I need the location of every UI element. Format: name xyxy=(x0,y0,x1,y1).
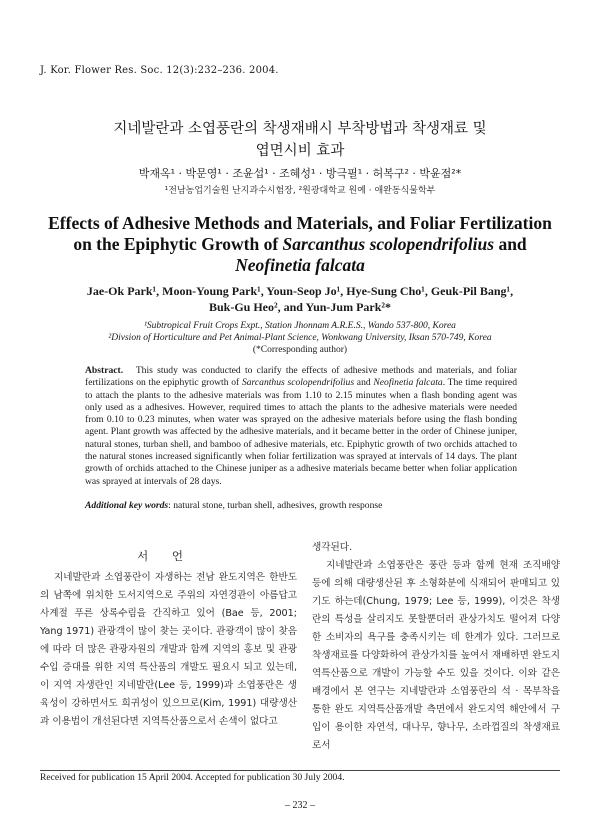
korean-title-line1: 지네발란과 소엽풍란의 착생재배시 부착방법과 착생재료 및 xyxy=(113,121,487,137)
korean-title xyxy=(60,118,540,162)
publication-footnote: Received for publication 15 April 2004. Accepted for publication 30 July 2004. xyxy=(40,772,345,783)
english-title-species2: Neofinetia falcata xyxy=(235,255,365,275)
english-title-line3 xyxy=(40,255,560,276)
english-title xyxy=(40,213,560,276)
english-authors xyxy=(60,283,540,315)
english-authors-line2: Buk-Gu Heo², and Yun-Jum Park²* xyxy=(208,300,392,314)
abstract-species-1: Sarcanthus scolopendrifolius xyxy=(241,377,355,389)
abstract-text-3: . The time required to attach the plants to the adhesive materials was from 1.10 to 2.15 minutes when a flash bonding agent was only used as a adhesives. However, required times to attach the plants to the adhesive materials were needed from 0.10 to 0.23 minutes, when water was sprayed on the adhesive materials before using the flash bonding agent. Plant growth was affected by the adhesive materials, and it became better in the order of Chinese juniper, natural stones, turban shell, and bamboo of adhesive materials, etc. Epiphytic growth of two orchids attached to the natural stones increased significantly when foliar fertilization was sprayed at intervals of 14 days. The plant growth of orchids attached to the Chinese juniper as a adhesive materials became better when foliar application was sprayed at intervals of 28 days. xyxy=(85,377,517,487)
english-title-line1: Effects of Adhesive Methods and Materials, and Foliar Fertilization xyxy=(48,213,552,233)
page-number: – 232 – xyxy=(285,800,315,811)
korean-title-line2: 엽면시비 효과 xyxy=(255,143,345,159)
abstract-text-1: This study was conducted to clarify the effects of adhesive methods and materials, and foliar fertilizations on the epiphytic growth of xyxy=(85,365,517,389)
intro-paragraph-continuation: 생각된다. xyxy=(312,542,353,553)
section-heading-introduction: 서 언 xyxy=(137,549,193,563)
intro-paragraph-1: 지네발란과 소엽풍란이 자생하는 전남 완도지역은 한반도의 남쪽에 위치한 도서지역으로 주위의 자연경관이 아름답고 사계절 푸른 상록수림을 간직하고 있어 (Bae 등, 2001; Yang 1971) 관광객이 많이 찾는 곳이다. 관광객이 많이 찾음에 따라 더 많은 관광자원의 개발과 함께 지역의 홍보 및 관광 수입 증대를 위한 지역 특산품의 개발도 필요시 되고 있는데, 이 지역 자생란인 지네발란(Lee 등, 1999)과 소엽풍란은 생육성이 강하면서도 희귀성이 있으므로(Kim, 1991) 대량생산과 이용법이 개선된다면 지역특산품으로서 손색이 없다고 xyxy=(40,572,297,727)
keywords-label: Additional key words xyxy=(85,500,169,511)
body-right-column xyxy=(312,539,560,755)
korean-authors: 박재옥¹ · 박문영¹ · 조윤섭¹ · 조혜성¹ · 방극필¹ · 허복구² · 박윤점²* xyxy=(138,167,462,180)
corresponding-author-note: (*Corresponding author) xyxy=(252,345,348,355)
english-title-species1: Sarcanthus scolopendrifolius xyxy=(282,234,495,254)
additional-keywords xyxy=(85,500,517,511)
korean-affiliation: ¹전남농업기술원 난지과수시험장, ²원광대학교 원예 · 애완동식물학부 xyxy=(164,186,436,196)
english-title-line2 xyxy=(40,234,560,255)
abstract xyxy=(85,365,517,488)
english-authors-line1: Jae-Ok Park¹, Moon-Young Park¹, Youn-Seop Jo¹, Hye-Sung Cho¹, Geuk-Pil Bang¹, xyxy=(86,284,514,298)
english-affiliations xyxy=(40,320,560,344)
keywords-text: : natural stone, turban shell, adhesives, growth response xyxy=(168,500,383,511)
english-affiliation-1: ¹Subtropical Fruit Crops Expt., Station Jhonnam A.R.E.S., Wando 537-800, Korea xyxy=(144,321,456,331)
footnote-divider xyxy=(40,770,560,771)
abstract-label: Abstract. xyxy=(85,365,124,376)
english-affiliation-2: ²Divsion of Horticulture and Pet Animal-Plant Science, Wonkwang University, Iksan 570-749, Korea xyxy=(108,333,492,343)
english-title-and: and xyxy=(494,234,527,254)
journal-citation: J. Kor. Flower Res. Soc. 12(3):232–236. 2004. xyxy=(40,65,279,76)
abstract-text-2: and xyxy=(354,377,374,389)
body-left-column xyxy=(40,569,297,731)
english-title-part2: on the Epiphytic Growth of xyxy=(73,234,283,254)
intro-paragraph-2: 지네발란과 소엽풍란은 풍란 등과 함께 현재 조직배양 등에 의해 대량생산된 후 소형화분에 식재되어 판매되고 있기도 하는데(Chung, 1979; Lee 등, 1999), 이것은 착생란의 특성을 살리지도 못할뿐더러 관상가치도 떨어져 다양한 소비자의 욕구를 충족시키는 데 한계가 있다. 그러므로 착생재료를 다양화하여 관상가치를 높여서 재배하면 완도지역특산품으로 개발이 가능할 수도 있을 것이다. 이와 같은 배경에서 본 연구는 지네발란과 소엽풍란의 석 · 목부착을 통한 완도 지역특산품개발 측면에서 완도지역 해안에서 구입이 용이한 자연석, 대나무, 향나무, 소라껍질의 착생재료로서 xyxy=(312,560,560,751)
abstract-species-2: Neofinetia falcata xyxy=(373,377,443,389)
